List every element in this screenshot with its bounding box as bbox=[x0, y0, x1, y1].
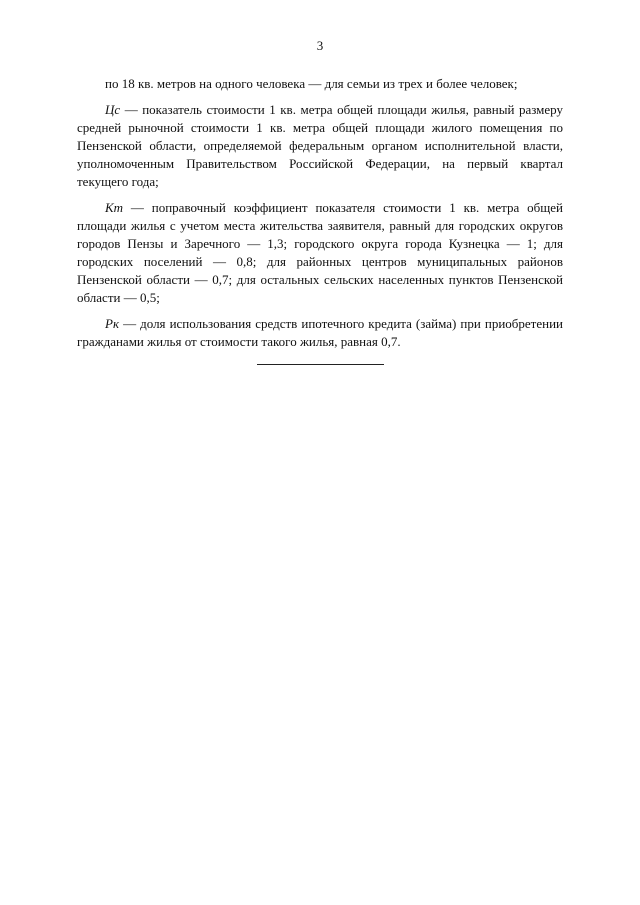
paragraph-text: — поправочный коэффициент показателя стоимости 1 кв. метра общей площади жилья с учетом места жительства заявителя, равный для городских округов городов Пензы и Заречного — 1,3; городского округа города Кузнецка — 1; для городских поселений — 0,8; для районных центров муниципальных районов Пензенской области — 0,7; для остальных сельских населенных пунктов Пензенской области — 0,5; bbox=[77, 200, 563, 305]
term-kt: Кт bbox=[105, 200, 124, 215]
closing-rule bbox=[257, 364, 384, 365]
page-number: 3 bbox=[316, 38, 324, 53]
paragraph-cs-definition bbox=[77, 101, 563, 191]
paragraph-text: — доля использования средств ипотечного кредита (займа) при приобретении гражданами жилья от стоимости такого жилья, равная 0,7. bbox=[77, 316, 563, 349]
paragraph-continuation bbox=[77, 75, 563, 93]
document-body bbox=[77, 75, 563, 359]
paragraph-rk-definition bbox=[77, 315, 563, 351]
paragraph-text: — показатель стоимости 1 кв. метра общей площади жилья, равный размеру средней рыночной стоимости 1 кв. метра общей площади жилого помещения по Пензенской области, определяемой федеральным органом исполнительной власти, уполномоченным Правительством Российской Федерации, на первый квартал текущего года; bbox=[77, 102, 563, 189]
paragraph-text: по 18 кв. метров на одного человека — для семьи из трех и более человек; bbox=[105, 76, 518, 91]
term-rk: Рк bbox=[105, 316, 120, 331]
paragraph-kt-definition bbox=[77, 199, 563, 307]
term-cs: Цс bbox=[105, 102, 121, 117]
